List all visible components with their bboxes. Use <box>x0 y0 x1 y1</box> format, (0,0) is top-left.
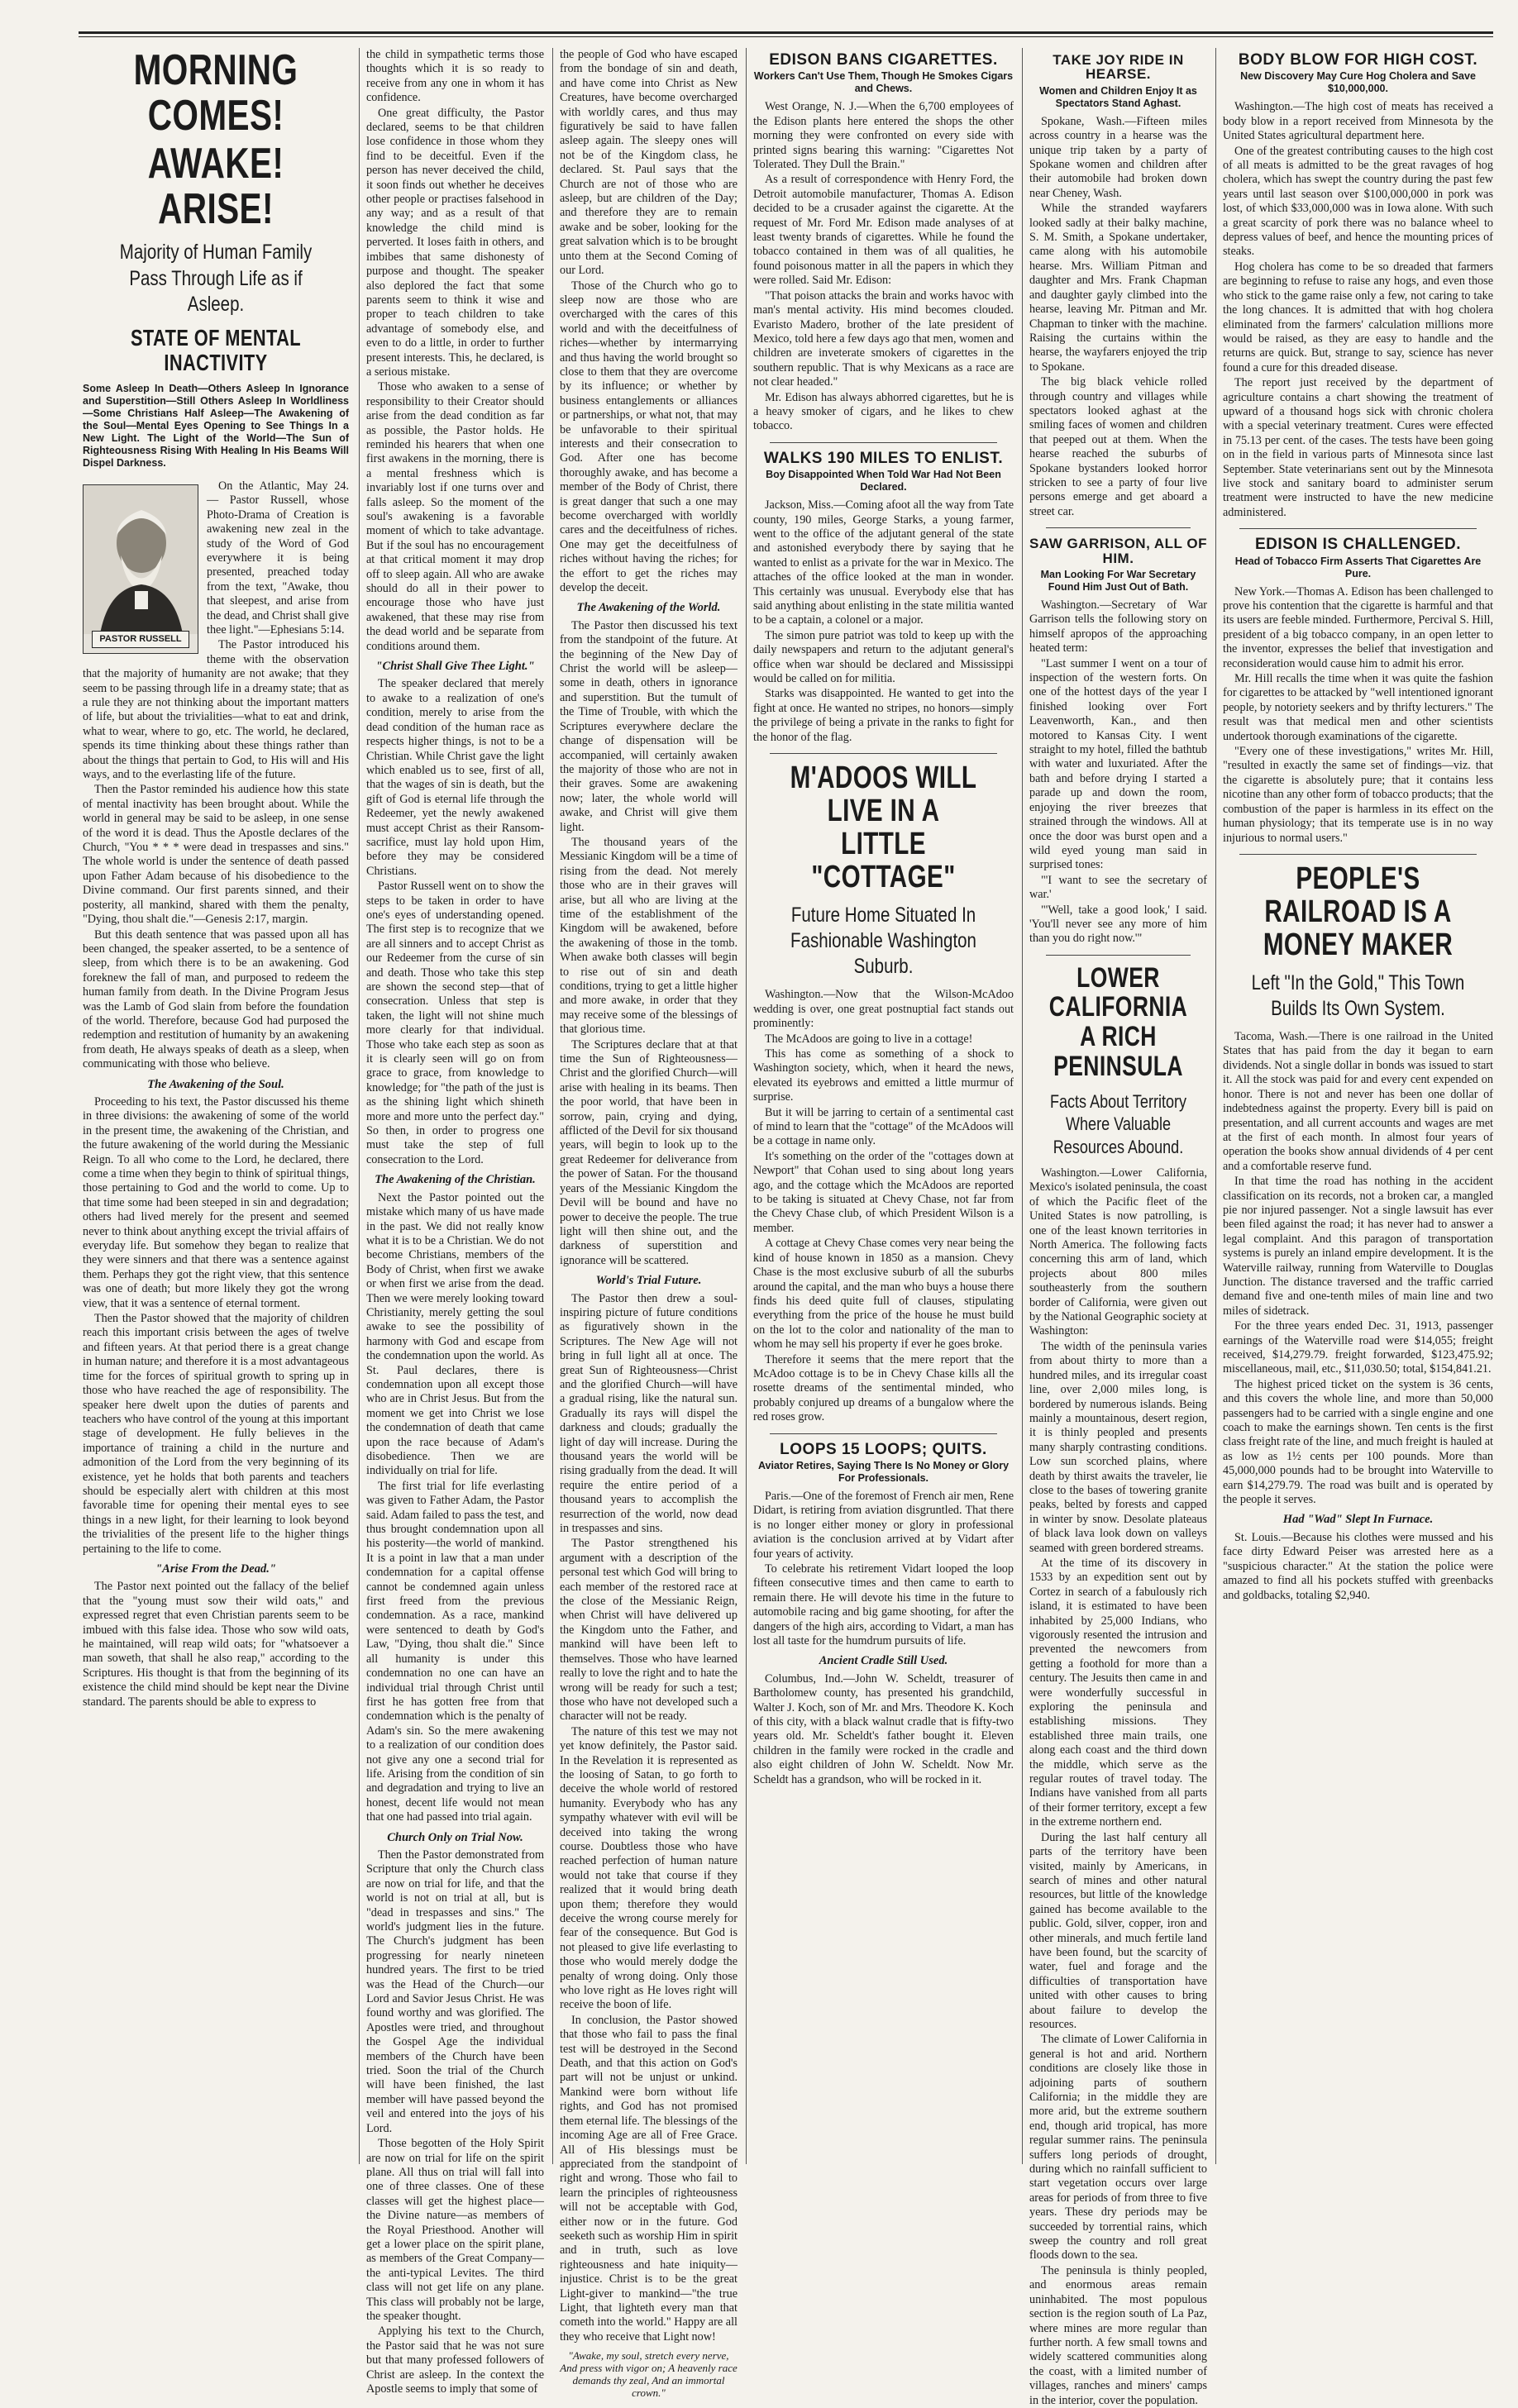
paragraph: Then the Pastor demonstrated from Scripture that only the Church class are now on trial for life, and that the world is not on trial at all, but is "dead in trespasses and sins." The world's judgment lies in the future. The Church's judgment has been progressing for nearly nineteen hundred years. The first to be tried was the Head of the Church—our Lord and Savior Jesus Christ. He was found worthy and was glorified. The Apostles were tried, and throughout the Gospel Age the individual members of the Church have been tried. Soon the trial of the Church will have been finished, the last member will have passed beyond the veil and entered into the joys of his Lord. <box>366 1848 544 2135</box>
headline-morning-comes: MORNING COMES! <box>133 46 298 140</box>
paragraph: Washington.—The high cost of meats has received a body blow in a report received from Minnesota by the United States agricultural department here. <box>1223 100 1493 143</box>
subheadline: Boy Disappointed When Told War Had Not Been Declared. <box>766 469 1001 494</box>
paragraph: The Pastor next pointed out the fallacy of the belief that the "young must sow their wild oats," and expressed regret that even Christian parents seem to be imbued with this false idea. Those who sow wild oats, he maintained, will reap wild oats; for "whatsoever a man soweth, that shall he also reap," according to the Scriptures. His thought is that from the beginning of its existence the child mind should be kept near the Divine standard. The parents should be able to express to <box>83 1580 349 1709</box>
section-heading: "Christ Shall Give Thee Light." <box>375 660 535 674</box>
subheadline: Aviator Retires, Saying There Is No Money or Glory For Professionals. <box>757 1459 1010 1484</box>
paragraph: "'I want to see the secretary of war.' <box>1029 873 1207 902</box>
subheadline-facts-territory: Facts About Territory Where Valuable Resources Abound. <box>1049 1090 1187 1157</box>
paragraph: In conclusion, the Pastor showed that those who fail to pass the final test will be destroyed in the Second Death, and that this action on God's part will not be unjust or unkind. Mankind were born without life rights, and God has not promised them eternal life. The blessings of the incoming Age are all of Free Grace. All of His blessings must be appreciated from the standpoint of right and wrong. Those who fail to learn the principles of righteousness will not be acceptable with God, either now or in the future. God seeketh such as worship Him in spirit and in truth, such as love righteousness and hate iniquity—injustice. Christ is to be the great Light-giver to mankind—"the true Light, that lighteth every man that cometh into the world." Happy are all they who receive that Light now! <box>560 2013 738 2344</box>
article-divider <box>1046 955 1191 956</box>
paragraph: "Every one of these investigations," writes Mr. Hill, "resulted in exactly the same set of findings—viz. that the cigarette is absolutely pure; that it contains less nicotine than any other form of tobacco products; that the combustion of the paper is harmless in its effect on the human physiology; that its temperate use is in no way injurious to normal users." <box>1223 745 1493 845</box>
paragraph: Tacoma, Wash.—There is one railroad in the United States that has paid from the day it began to earn dividends. Not a single dollar in bonds was issued to start it. All the stock was paid for and every cent expended on honor. There is not and never has been one dollar of indebtedness against the property. Every bill is paid on presentation, and all current accounts and wages are met at the first of each month. In almost four years of operation the books show annual dividends of 4 per cent and a comfortable reserve fund. <box>1223 1030 1493 1173</box>
paragraph: This has come as something of a shock to Washington society, which, when it heard the news, elevated its eyebrows and emitted a little murmur of surprise. <box>753 1047 1014 1104</box>
paragraph: Jackson, Miss.—Coming afoot all the way from Tate county, 190 miles, George Starks, a young farmer, went to the office of the adjutant general of the state and astonished everybody there by saying that he wanted to enlist as a private for the war in Mexico. The attaches of the office looked at the man in wonder. This certainly was unusual. Everybody else that has said anything about enlisting in the state militia wanted to be a captain, a colonel or a major. <box>753 498 1014 627</box>
paragraph: "That poison attacks the brain and works havoc with man's mental activity. His mind becomes clouded. Evaristo Madero, brother of the late president of Mexico, told here a few days ago that men, women and children are inveterate smokers of cigarettes in the southern republic. That is why Mexicans as a race are not clear headed." <box>753 288 1014 389</box>
paragraph: Washington.—Now that the Wilson-McAdoo wedding is over, one great postnuptial fact stands out prominently: <box>753 988 1014 1031</box>
paragraph: Washington.—Secretary of War Garrison tells the following story on himself apropos of the approaching heated term: <box>1029 598 1207 656</box>
paragraph: Proceeding to his text, the Pastor discussed his theme in three divisions: the awakening of some of the world in the present time, the awakening of the Christian, and the future awakening of the world during the Messianic Reign. To all who come to the Lord, he declared, there come a time when they begin to think of spiritual things, those pertaining to God and the world to come. Up to that time some had been steeped in sin and degradation; others had lived merely for the present and seemed never to think about anything except the trivial affairs of everyday life. But somehow they began to realize that they were sinners and that there was a sentence against them. Perhaps they got the right view, that this sentence was one of death; but more likely they got the wrong view, that it was a sentence of eternal torment. <box>83 1094 349 1310</box>
headline-joy-ride-hearse: TAKE JOY RIDE IN HEARSE. <box>1053 52 1184 83</box>
paragraph: Spokane, Wash.—Fifteen miles across country in a hearse was the unique trip taken by a party of Spokane women and children after their automobile had broken down near Cheney, Wash. <box>1029 114 1207 200</box>
paragraph: Mr. Edison has always abhorred cigarettes, but he is a heavy smoker of cigars, and he likes to chew tobacco. <box>753 390 1014 433</box>
paragraph: The simon pure patriot was told to keep up with the daily newspapers and return to the adjutant general's office when war should be declared and Mississippi would be called on for militia. <box>753 628 1014 686</box>
paragraph: The first trial for life everlasting was given to Father Adam, the Pastor said. Adam failed to pass the test, and thus brought condemnation upon all his posterity—the world of mankind. It is a point in law that a man under condemnation for a capital offense cannot be condemned again unless first freed from the previous condemnation. As a race, mankind were sentenced to death by God's Law, "Dying, thou shalt die." Since all humanity is under this condemnation no one can have an individual trial through Christ until first he has gotten free from that condemnation which is the penalty of Adam's sin. So the mere awakening to a realization of our condition does not give any one a second trial for life. Arising from the condition of sin and degradation and trying to live an honest, decent life would not mean that one had passed into trial again. <box>366 1479 544 1824</box>
column-5 <box>1022 48 1214 2407</box>
portrait-engraving-icon <box>84 485 198 634</box>
paragraph: the child in sympathetic terms those thoughts which it is so ready to receive from any one in whom it has confidence. <box>366 48 544 105</box>
paragraph: Those who awaken to a sense of responsibility to their Creator should arise from the dead condition as far as possible, the Pastor holds. He reminded his hearers that when one first awakens in the morning, there is a mental freshness which is invariably lost if one turns over and falls asleep. So the moment of the soul's awakening is a favorable moment of which to take advantage. But if the soul has no encouragement at that critical moment it may drop off to sleep again. All who are awake should do all in their power to encourage those who have just awakened, that these may rise from the dead world and be separate from conditions around them. <box>366 380 544 653</box>
paragraph: The thousand years of the Messianic Kingdom will be a time of rising from the dead. Not merely those who are in their graves will arise, but all who are living at the time of the establishment of the Kingdom will be awakened, before the awakening of those in the tomb. When awake both classes will begin to rise out of sin and death conditions, trying to get a little higher and more awake, in order that they may receive some of the blessings of that glorious time. <box>560 835 738 1037</box>
paragraph: The Pastor strengthened his argument with a description of the personal test which God will bring to each member of the restored race at the close of the Messianic Reign, when Christ will have delivered up the Kingdom unto the Father, and mankind will have been left to themselves. Those who have learned really to love the right and to hate the wrong will be ready for such a test; those who have not developed such a character will not be ready. <box>560 1537 738 1724</box>
paragraph: The peninsula is thinly peopled, and enormous areas remain uninhabited. The most populous section is the region south of La Paz, where mines are more regular than further north. A few small towns and widely scattered communities along the coast, with a limited number of villages, ranches and miners' camps in the interior, cover the population. <box>1029 2263 1207 2407</box>
paragraph: The Pastor then discussed his text from the standpoint of the future. At the beginning of the New Day of Christ the world will be asleep—some in death, others in ignorance and superstition. But the tumult of the Time of Trouble, with which the Scriptures everywhere declare the change of dispensation will be accompanied, will certainly awaken the majority of those who are not in their graves. Some are awakening now; later, the whole world will awake, and Christ will give them light. <box>560 618 738 834</box>
paragraph: A cottage at Chevy Chase comes very near being the kind of house known in 1850 as a mansion. Chevy Chase is the most exclusive suburb of all the suburbs around the capital, and the man who buys a house there finds his deed quite full of clauses, stipulating everything from the price of the house he must build on the lot to the color and nationality of the man to whom he may sell his property if ever he goes broke. <box>753 1237 1014 1352</box>
paragraph: One great difficulty, the Pastor declared, seems to be that children lose confidence in those whom they find to be deceitful. Even if the person has never deceived the child, it soon finds out whether he deceives other people or practises falsehood in any way; and as a result of that knowledge the child mind is perverted. It loses faith in others, and imbibes that same dishonesty of purpose and thought. The speaker also deplored the fact that some parents seem to think it wise and proper to teach children to take advantage of somebody else, and even to do a little, in order to further present interests. This, he declared, is a serious mistake. <box>366 106 544 379</box>
paragraph: Then the Pastor showed that the majority of children reach this important crisis between the ages of twelve and fifteen years. At that period there is a great change in human nature; and therefore it is a most advantageous time for the forces of spiritual growth to spring up in those who have reached the age of responsibility. The speaker here dwelt upon the duties of parents and teachers who have control of the young at this important stage of development. He fully believes in the importance of training a child in the nurture and admonition of the Lord from the very beginning of its existence, yet he holds that both parents and teachers should be especially alert with children at this most favorable time for opening their mental eyes to see things in a new light, for their learning to look beyond the trivialities of the present life to the higher things pertaining to the life to come. <box>83 1312 349 1556</box>
subheadline-in-the-gold: Left "In the Gold," This Town Builds Its Own System. <box>1251 970 1465 1020</box>
section-heading: Had "Wad" Slept In Furnace. <box>1282 1513 1434 1527</box>
article-divider <box>1239 528 1477 529</box>
masthead-rule-thin <box>79 36 1493 37</box>
paragraph: One of the greatest contributing causes to the high cost of all meats is admitted to be the great ravages of hog cholera, which has swept the country during the past few years until last season over $100,000,000 in pork was lost, of which $33,000,000 was in Iowa alone. With such a great scarcity of pork there was no balance wheel to depress values of beef, and hence the mounting prices of steaks. <box>1223 144 1493 259</box>
paragraph: Hog cholera has come to be so dreaded that farmers are beginning to refuse to raise any hogs, and even those who stick to the game raise only a few, not caring to take the long chances. It is admitted that with hog cholera eliminated from the farmers' calculation millions more would be raised, as they are easy to handle and the returns are quick. But, strange to say, science has never found a cure for this dreaded disease. <box>1223 260 1493 374</box>
subheadline: Women and Children Enjoy It as Spectators Stand Aghast. <box>1039 84 1197 109</box>
paragraph: "Last summer I went on a tour of inspection of the western forts. On one of the hottest days of the year I finished looking over Fort Leavenworth, Kan., and then motored to Kansas City. I went straight to my hotel, filled the bathtub with water and luxuriated. After the bath and before drying I started a parade up and down the room, enjoying the river breezes that strained through the windows. All at once the door was burst open and a wild eyed young man said in surprised tones: <box>1029 656 1207 872</box>
paragraph: Next the Pastor pointed out the mistake which many of us have made in the past. We did not really know what it is to be a Christian. We do not become Christians, members of the Body of Christ, when first we awake or when first we arise from the dead. Then we were merely looking toward Christianity, merely getting the soul awake to see the possibility of harmony with God and escape from the condemnation upon the world. As St. Paul declares, there is condemnation upon all except those who are in Christ Jesus. But from the moment we get into Christ we lose the condemnation of death that came upon the race because of Adam's disobedience. Then we are individually on trial for life. <box>366 1190 544 1478</box>
headline-awake-arise: AWAKE! ARISE! <box>147 140 284 233</box>
section-heading: Ancient Cradle Still Used. <box>819 1654 948 1668</box>
paragraph: West Orange, N. J.—When the 6,700 employees of the Edison plants here entered the shops the other morning they were confronted on every side with printed signs bearing this warning: "Cigarettes Not Tolerated. They Dull the Brain." <box>753 100 1014 172</box>
paragraph: As a result of correspondence with Henry Ford, the Detroit automobile manufacturer, Thomas A. Edison decided to be a crusader against the cigarette. At the request of Mr. Ford Mr. Edison made analyses of at least twenty brands of cigarettes. While he found the tobacco contained in them was of all qualities, he found poisonous matter in all the papers in which they were rolled. Said Mr. Edison: <box>753 173 1014 288</box>
paragraph: The nature of this test we may not yet know definitely, the Pastor said. In the Revelation it is represented as the loosing of Satan, to go forth to deceive the whole world of restored humanity. Everybody who has any sympathy whatever with evil will be deceived into taking the wrong course. Doubtless those who have reached perfection of human nature would not take that course if they realized that it would bring death upon them; therefore they would deceive the wrong course merely for fear of the consequence. But God is not pleased to give life everlasting to those who would merely dodge the penalty of wrong doing. Only those who love right as He loves right will receive the boon of life. <box>560 1724 738 2012</box>
pastor-portrait <box>83 484 198 654</box>
paragraph: The climate of Lower California in general is hot and arid. Northern conditions are closely like those in adjoining parts of southern California; in the middle they are more arid, but the extreme southern end, though arid tropical, has more regular summer rains. The peninsula suffers long periods of drought, during which no rainfall sufficient to start vegetation occurs over large areas for periods of from three to five years. These dry periods may be succeeded by torrential rains, which sweep the country and roll great floods down to the sea. <box>1029 2033 1207 2263</box>
subheadline: Man Looking For War Secretary Found Him Just Out of Bath. <box>1040 569 1196 593</box>
paragraph: It's something on the order of the "cottages down at Newport" that Cohan used to sing about long years ago, and the cottage which the McAdoos are reported to be taking is situated at Chevy Chase, not far from the Chevy Chase club, of which President Wilson is a member. <box>753 1149 1014 1235</box>
paragraph: Washington.—Lower California, Mexico's isolated peninsula, the coast of which the Pacific fleet of the United States is now patrolling, is one of the least known territories in North America. The following facts concerning this arm of land, which projects about 800 miles southeasterly from the southern border of California, were given out by the National Geographic society at Washington: <box>1029 1166 1207 1338</box>
paragraph: Columbus, Ind.—John W. Scheldt, treasurer of Bartholomew county, has presented his grandchild, Walter J. Koch, son of Mr. and Mrs. Theodore K. Koch of this city, with a black walnut cradle that is fifty-two years old. Mr. Scheldt's father bought it. Eleven children in the family were rocked in the cradle and also eight children of John W. Scheldt. Now Mr. Scheldt has a grandson, who will be rocked in it. <box>753 1671 1014 1786</box>
section-heading: "Arise From the Dead." <box>155 1562 276 1576</box>
section-heading: The Awakening of the World. <box>576 601 721 615</box>
paragraph: But it will be jarring to certain of a sentimental cast of mind to learn that the "cottage" of the McAdoos will be a cottage in name only. <box>753 1105 1014 1148</box>
article-divider <box>770 1433 997 1434</box>
paragraph: The report just received by the department of agriculture contains a chart showing the treatment of upward of a thousand hogs sick with chronic cholera with a special veterinary treatment. Cures were effected in 75.13 per cent. of the cases. The tests have been going on in the field in various parts of Minnesota since last September. State veterinarians sent out by the Minnesota live stock and sanitary board to administer serum treatment were instructed to have the new medicine administered. <box>1223 376 1493 519</box>
paragraph: The McAdoos are going to live in a cottage! <box>765 1032 973 1046</box>
subheadline: Head of Tobacco Firm Asserts That Cigarettes Are Pure. <box>1234 555 1482 579</box>
headline-body-blow: BODY BLOW FOR HIGH COST. <box>1238 51 1478 69</box>
headline-walks-190-miles: WALKS 190 MILES TO ENLIST. <box>763 449 1004 467</box>
paragraph: the people of God who have escaped from the bondage of sin and death, and have come into Christ as New Creatures, have become overcharged with worldly cares, and thus may figuratively be said to have fallen asleep again. The sleepy ones will not be of the Kingdom class, he declared. St. Paul says that the Church are not of those who are asleep, but are children of the Day; and therefore they are to remain awake and be sober, looking for the great salvation which is to be brought unto them at the Second Coming of our Lord. <box>560 48 738 278</box>
article-divider <box>1239 854 1477 855</box>
headline-edison-challenged: EDISON IS CHALLENGED. <box>1254 536 1462 554</box>
headline-edison-bans: EDISON BANS CIGARETTES. <box>769 51 998 69</box>
section-heading: The Awakening of the Christian. <box>375 1173 536 1187</box>
article-divider <box>1046 527 1191 528</box>
paragraph: "'Well, take a good look,' I said. 'You'll never see any more of him than you do right now.'" <box>1029 903 1207 946</box>
paragraph: New York.—Thomas A. Edison has been challenged to prove his contention that the cigarette is harmful and that its users are feeble minded. Furthermore, Percival S. Hill, president of a big tobacco company, in an open letter to the inventor, expresses the belief that investigation and reconsideration would cause him to admit his error. <box>1223 584 1494 670</box>
paragraph: The width of the peninsula varies from about thirty to more than a hundred miles, and its irregular coast line, over 2,000 miles long, is bordered by numerous islands. Being mainly a mountainous, desert region, it is thinly peopled and presents many sharply contrasting conditions. Low sun scorched plains, where death by thirst awaits the traveler, lie close to the bases of towering granite peaks, belted by forests and capped in winter by snow. Desolate plateaus of black lava look down on valleys seamed with green bordered streams. <box>1029 1339 1207 1555</box>
column-6 <box>1215 48 1493 2164</box>
subheadline: Workers Can't Use Them, Though He Smokes Cigars and Chews. <box>753 70 1014 95</box>
paragraph: To celebrate his retirement Vidart looped the loop fifteen consecutive times and then came to earth to remain there. He will devote his time in the future to automobile racing and big game shooting, for after the dangers of the high airs, according to Vidart, a man has lost all taste for the humdrum pursuits of life. <box>753 1562 1014 1648</box>
article-divider <box>770 442 997 443</box>
paragraph: Those begotten of the Holy Spirit are now on trial for life on the spirit plane. All thus on trial will fall into one of three classes. One of these classes will get the highest place—the Divine nature—as members of the Royal Priesthood. Another will get a lower place on the spirit plane, as members of the Great Company—the anti-typical Levites. The third class will not get life on any plane. This class will probably not be large, the speaker thought. <box>366 2137 544 2323</box>
subheadline-future-home: Future Home Situated In Fashionable Washington Suburb. <box>790 903 976 979</box>
masthead-rule <box>79 31 1493 34</box>
paragraph: On the Atlantic, May 24. — Pastor Russell, whose Photo-Drama of Creation is awakening new zeal in the study of the Word of God everywhere it is being presented, preached today from the text, "Awake, thou that sleepest, and arise from the dead, and Christ shall give thee light."—Ephesians 5:14. <box>207 479 349 637</box>
paragraph: Therefore it seems that the mere report that the McAdoo cottage is to be in Chevy Chase kills all the rosette dreams of the sentimental minded, who probably conjured up dreams of a bungalow where the red roses grow. <box>753 1352 1014 1424</box>
headline-loops-15-loops: LOOPS 15 LOOPS; QUITS. <box>780 1440 987 1458</box>
article-dek: Some Asleep In Death—Others Asleep In Ignorance and Superstition—Still Others Asleep In Worldliness—Some Christians Half Asleep—The Awakening of the Soul—Mental Eyes Opening to See Things In a New Light. The Light of the World—The Sun of Righteousness Rising With Healing In His Beams Will Dispel Darkness. <box>83 382 349 469</box>
paragraph: The Pastor introduced his theme with the observation that the majority of humanity are not awake; that they seem to be passing through life in a dreamy state; that as a rule they are not thinking about the important matters of life, but about the trivialities—what to eat and drink, what to wear, where to go, etc. The world, he declared, spends its time thinking about these things rather than about the things that pertain to God, to His will and His ways, and to the everlasting life of the future. <box>83 638 349 782</box>
paragraph: Applying his text to the Church, the Pastor said that he was not sure but that many professed followers of Christ are asleep. In the context the Apostle seems to imply that some of <box>366 2325 544 2396</box>
paragraph: During the last half century all parts of the territory have been visited, mainly by Americans, in search of mines and other natural resources, but little of the knowledge gained has become available to the public. Gold, silver, copper, iron and other minerals, and much fertile land have been found, but the scarcity of water, fuel and forage and the difficulties of transportation have united with other causes to bring about failure to develop the resources. <box>1029 1830 1207 2031</box>
headline-lower-california: LOWER CALIFORNIA A RICH PENINSULA <box>1048 961 1188 1082</box>
paragraph: While the stranded wayfarers looked sadly at their balky machine, S. M. Smith, a Spokane undertaker, came along with his automobile hearse. Mrs. William Pitman and daughter and Mrs. Frank Chapman and daughter gayly climbed into the hearse, leaving Mr. Pitman and Mr. Chapman to tinker with the machine. Raising the curtains within the hearse, the wayfarers enjoyed the trip to Spokane. <box>1029 202 1207 374</box>
column-1 <box>83 48 357 2164</box>
paragraph: In that time the road has nothing in the accident classification on its records, not a broken car, a mangled pie nor injured passenger. Not a single lawsuit has ever been filed against the road; it has never had to answer a legal complaint. And this paragon of transportation systems is purely an inland empire development. It is the Waterville railway, running from Waterville to Douglas Junction. The distance traversed and the traffic carried demand five and one-tenth miles of main line and two miles of sidetrack. <box>1223 1175 1493 1318</box>
paragraph: Mr. Hill recalls the time when it was quite the fashion for cigarettes to be attacked by "well intentioned ignorant people, by notoriety seekers and by thrifty lecturers." The result was that medical men and other scientists undertook thorough examinations of the cigarette. <box>1223 672 1494 743</box>
paragraph: For the three years ended Dec. 31, 1913, passenger earnings of the Waterville road were $14,055; freight received, $14,279.79. freight forwarded, $123,475.92; miscellaneous, mail, etc., $11,030.50; total, $154,841.21. <box>1223 1319 1493 1376</box>
article-divider <box>770 753 997 754</box>
section-heading: Church Only on Trial Now. <box>387 1830 523 1844</box>
paragraph: But this death sentence that was passed upon all has been changed, the speaker asserted, to be a sentence of sleep, from which there is to be an awakening. God foreknew the fall of man, and purposed to redeem the human family from death. In the Divine Program Jesus was the Lamb of God slain from before the foundation of the world. Therefore, because God had purposed the redemption and restitution of humanity by an awakening from death, He always speaks of death as a sleep, when communicating with those who believe. <box>83 927 349 1071</box>
paragraph: Pastor Russell went on to show the steps to be taken in order to have one's eyes of understanding opened. The first step is to recognize that we are all sinners and to accept Christ as our Redeemer from the curse of sin and death. Those who take this step are shown the second step—that of consecration. Unless that step is taken, the light will not shine much more clearly for that individual. Those who take each step as soon as it is clearly seen will go on from grace to grace, from knowledge to knowledge; for "the path of the just is as the shining light which shineth more and more unto the perfect day." So then, in order to progress one must take the step of full consecration to the Lord. <box>366 880 544 1166</box>
column-3 <box>552 48 744 2400</box>
subheadline: New Discovery May Cure Hog Cholera and Save $10,000,000. <box>1240 70 1476 95</box>
paragraph: The speaker declared that merely to awake to a realization of one's condition, merely to arise from the dead condition of the human race as respects higher things, is not to be a Christian. While Christ gave the light which enabled us to see, first of all, that the wages of sin is death, but the gift of God is eternal life through the Redeemer, yet the newly awakened must accept Christ as their Ransom-sacrifice, must lay hold upon Him, before they may be considered Christians. <box>366 677 544 878</box>
paragraph: Then the Pastor reminded his audience how this state of mental inactivity has been brought about. While the world in general may be said to be asleep, in one sense of the word it is dead. Thus the Apostle declares of the Church, "You * * * were dead in trespasses and sins." The whole world is under the sentence of death passed upon Father Adam because of his disobedience to the Divine command. Our first parents sinned, and their posterity, all mankind, shared with them the penalty, "Dying, thou shalt die."—Genesis 2:17, margin. <box>83 783 349 927</box>
column-2 <box>359 48 551 2396</box>
column-4 <box>746 48 1020 2164</box>
paragraph: At the time of its discovery in 1533 by an expedition sent out by Cortez in search of a fabulously rich island, it is estimated to have been inhabited by 25,000 Indians, who vigorously resented the intrusion and prevented the newcomers from getting a foothold for more than a century. The Jesuits then came in and were wonderfully successful in exploring the peninsula and establishing missions. They established three main trails, one along each coast and the third down the middle, which serve as the regular routes of travel today. The Indians have vanished from all parts of their former territory, except a few in the extreme northern end. <box>1029 1556 1207 1829</box>
paragraph: The big black vehicle rolled through country and villages while spectators looked aghast at the smiling faces of women and children that peeped out at them. When the hearse reached the suburbs of Spokane bystanders looked horror stricken to see a party of four live persons emerge and get aboard a street car. <box>1029 375 1207 518</box>
paragraph: St. Louis.—Because his clothes were mussed and his face dirty Edward Peiser was arrested here as a "suspicious character." At the station the police were amazed to find all his pockets stuffed with greenbacks and goldbacks, totaling $2,940. <box>1223 1530 1493 1602</box>
paragraph: Paris.—One of the foremost of French air men, Rene Didart, is retiring from aviation disgruntled. That there is no longer either money or glory in professional aviation is the conclusion arrived at by Vidart after four years of activity. <box>753 1489 1014 1561</box>
headline-peoples-railroad: PEOPLE'S RAILROAD IS A MONEY MAKER <box>1263 861 1454 962</box>
paragraph: The highest priced ticket on the system is 36 cents, and this covers the whole line, and more than 50,000 passengers had to be carried with a single engine and one coach to make the earnings shown. Ten cents is the first class freight rate of the line, and much freight is hauled at as low as 1½ cents per 100 pounds. More than 45,000,000 pounds had to be brought into Waterville to earn $14,279.79. The road was built and is operated by the people it serves. <box>1223 1377 1493 1507</box>
paragraph: The Pastor then drew a soul-inspiring picture of future conditions as figuratively shown in the Scriptures. The New Age will not bring in full light all at once. The great Sun of Righteousness—Christ and the glorified Church—will have a gradual rising, like the natural sun. Gradually its rays will dispel the darkness and clouds; gradually the light of day will increase. During the thousand years the world will be rising gradually from the dead. It will require the entire period of a thousand years to accomplish the resurrection of the world, now dead in trespasses and sins. <box>560 1291 738 1536</box>
headline-mcadoos-cottage: M'ADOOS WILL LIVE IN A LITTLE "COTTAGE" <box>790 761 977 894</box>
section-heading: World's Trial Future. <box>595 1274 702 1288</box>
headline-saw-garrison: SAW GARRISON, ALL OF HIM. <box>1029 536 1207 566</box>
paragraph: Those of the Church who go to sleep now are those who are overcharged with the cares of this world and with the deceitfulness of riches—whether by intermarrying and thus having the world brought so close to them that they are overcome by its influence; or whether by business entanglements or alliances or partnerships, or what not, that may be unfavorable to their spiritual interests and their consecration to God. After one has become thoroughly awake, and has become a member of the Body of Christ, there is great danger that such a one may become overcharged with worldly cares and the deceitfulness of riches. One may get the deceitfulness of riches without having the riches; for the effort to get the riches may develop the deceit. <box>560 279 738 595</box>
subheadline-majority: Majority of Human Family Pass Through Life as if Asleep. <box>119 241 313 316</box>
paragraph: The Scriptures declare that at that time the Sun of Righteousness—Christ and the glorified Church—will arise with healing in its beams. Then the poor world, that have been in sorrow, pain, crying and dying, afflicted of the Devil for six thousand years, will begin to look up to the great Redeemer for deliverance from the power of Satan. For the thousand years of the Messianic Kingdom the Devil will be bound and have no power to deceive the people. The true light will then shine out, and the darkness of superstition and ignorance will be scattered. <box>560 1037 738 1267</box>
section-heading: The Awakening of the Soul. <box>147 1077 284 1091</box>
headline-mental-inactivity: STATE OF MENTAL INACTIVITY <box>130 325 302 375</box>
portrait-caption: PASTOR RUSSELL <box>92 631 189 648</box>
closing-verse: "Awake, my soul, stretch every nerve, And press with vigor on; A heavenly race demands thy zeal, And an immortal crown." <box>560 2349 738 2400</box>
paragraph: Starks was disappointed. He wanted to get into the fight at once. He wanted no stripes, no honors—simply the privilege of being a private in the ranks to fight for the honor of the flag. <box>753 687 1014 744</box>
